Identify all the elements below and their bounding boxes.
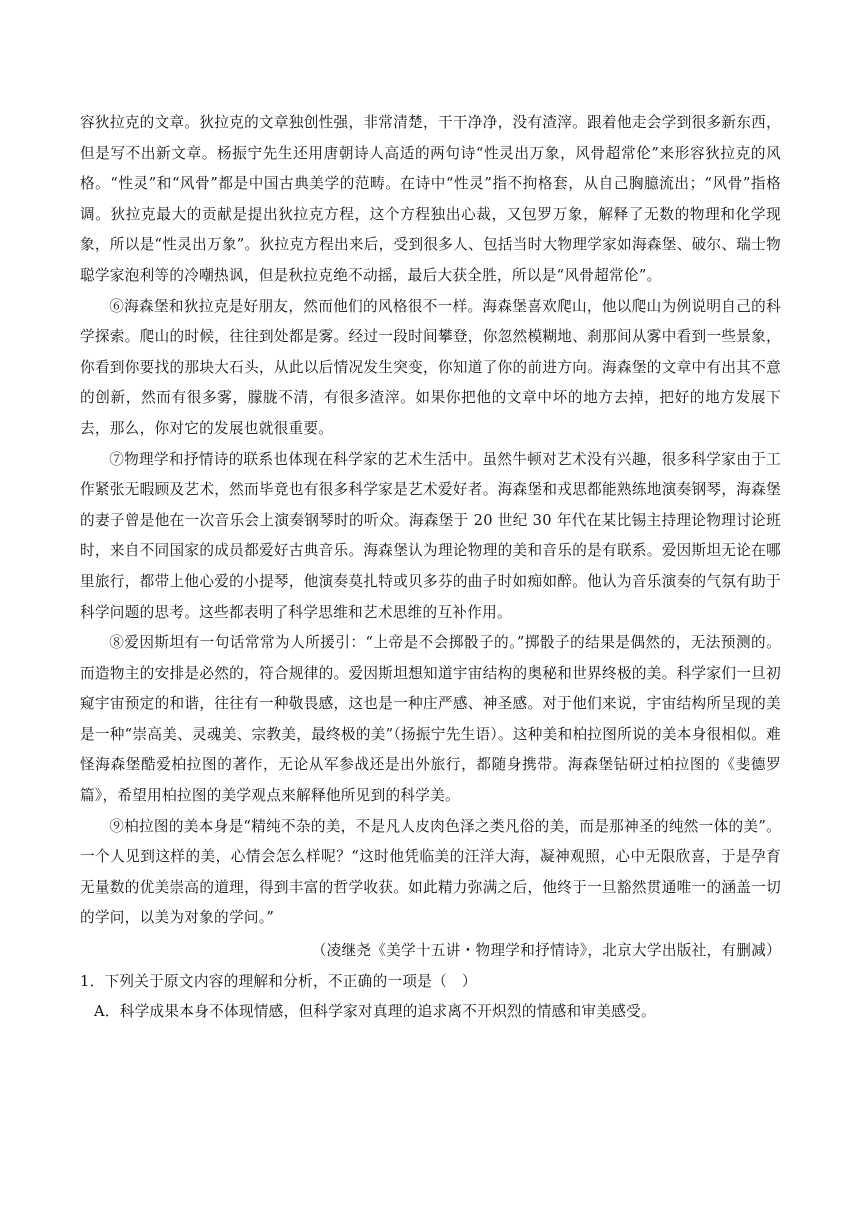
source-citation: （凌继尧《美学十五讲・物理学和抒情诗》，北京大学出版社，有删减） xyxy=(311,942,781,960)
paragraph-8-einstein: ⑧爱因斯坦有一句话常常为人所援引：“上帝是不会掷骰子的。”掷骰子的结果是偶然的，无法预测的。而造物主的安排是必然的，符合规律的。爱因斯坦想知道宇宙结构的奥秘和世界终极的美。科学家们一旦初窥宇宙预定的和谐，往往有一种敬畏感，这也是一种庄严感、神圣感。对于他们来说，宇宙结构所呈现的美是一种“崇高美、灵魂美、宗教美，最终极的美”（扬振宁先生语）。这种美和柏拉图所说的美本身很相似。难怪海森堡酷爱柏拉图的著作，无论从军参战还是出外旅行，都随身携带。海森堡钻研过柏拉图的《斐德罗篇》，希望用柏拉图的美学观点来解释他所见到的科学美。 xyxy=(80,634,781,805)
document-page xyxy=(80,108,781,1028)
question-option-a: A．科学成果本身不体现情感，但科学家对真理的追求离不开炽烈的情感和审美感受。 xyxy=(94,1003,656,1021)
question-stem: 1．下列关于原文内容的理解和分析，不正确的一项是（ ） xyxy=(80,972,477,990)
paragraph-7-art-life: ⑦物理学和抒情诗的联系也体现在科学家的艺术生活中。虽然牛顿对艺术没有兴趣，很多科学家由于工作紧张无暇顾及艺术，然而毕竟也有很多科学家是艺术爱好者。海森堡和戎思都能熟练地演奏钢琴，海森堡的妻子曾是他在一次音乐会上演奏钢琴时的听众。海森堡于 20 世纪 30 年代在某比锡主持理论物理讨论班时，来自不同国家的成员都爱好古典音乐。海森堡认为理论物理的美和音乐的是有联系。爱因斯坦无论在哪里旅行，都带上他心爱的小提琴，他演奏莫扎特或贝多芬的曲子时如痴如醉。他认为音乐演奏的气氛有助于科学问题的思考。这些都表明了科学思维和艺术思维的互补作用。 xyxy=(80,450,781,621)
paragraph-6-heisenberg: ⑥海森堡和狄拉克是好朋友，然而他们的风格很不一样。海森堡喜欢爬山，他以爬山为例说明自己的科学探索。爬山的时候，往往到处都是雾。经过一段时间攀登，你忽然模糊地、刹那间从雾中看到一些景象，你看到你要找的那块大石头，从此以后情况发生突变，你知道了你的前进方向。海森堡的文章中有出其不意的创新，然而有很多雾，朦胧不清，有很多渣滓。如果你把他的文章中坏的地方去掉，把好的地方发展下去，那么，你对它的发展也就很重要。 xyxy=(80,297,781,437)
paragraph-dirac: 容狄拉克的文章。狄拉克的文章独创性强，非常清楚，干干净净，没有渣滓。跟着他走会学到很多新东西，但是写不出新文章。杨振宁先生还用唐朝诗人高适的两句诗“性灵出万象，风骨超常伦”来形容狄拉克的风格。“性灵”和“风骨”都是中国古典美学的范畴。在诗中“性灵”指不拘格套，从自己胸臆流出；“风骨”指格调。狄拉克最大的贡献是提出狄拉克方程，这个方程独出心裁，又包罗万象，解释了无数的物理和化学现象，所以是“性灵出万象”。狄拉克方程出来后，受到很多人、包括当时大物理学家如海森堡、破尔、瑞士物聪学家泡利等的冷嘲热讽，但是秋拉克绝不动摇，最后大获全胜，所以是“风骨超常伦”。 xyxy=(80,114,781,284)
paragraph-9-plato: ⑨柏拉图的美本身是“精纯不杂的美，不是凡人皮肉色泽之类凡俗的美，而是那神圣的纯然一体的美”。一个人见到这样的美，心情会怎么样呢？“这时他凭临美的汪洋大海，凝神观照，心中无限欣喜，于是孕育无量数的优美崇高的道理，得到丰富的哲学收获。如此精力弥满之后，他终于一旦豁然贯通唯一的涵盖一切的学问，以美为对象的学问。” xyxy=(80,817,781,927)
